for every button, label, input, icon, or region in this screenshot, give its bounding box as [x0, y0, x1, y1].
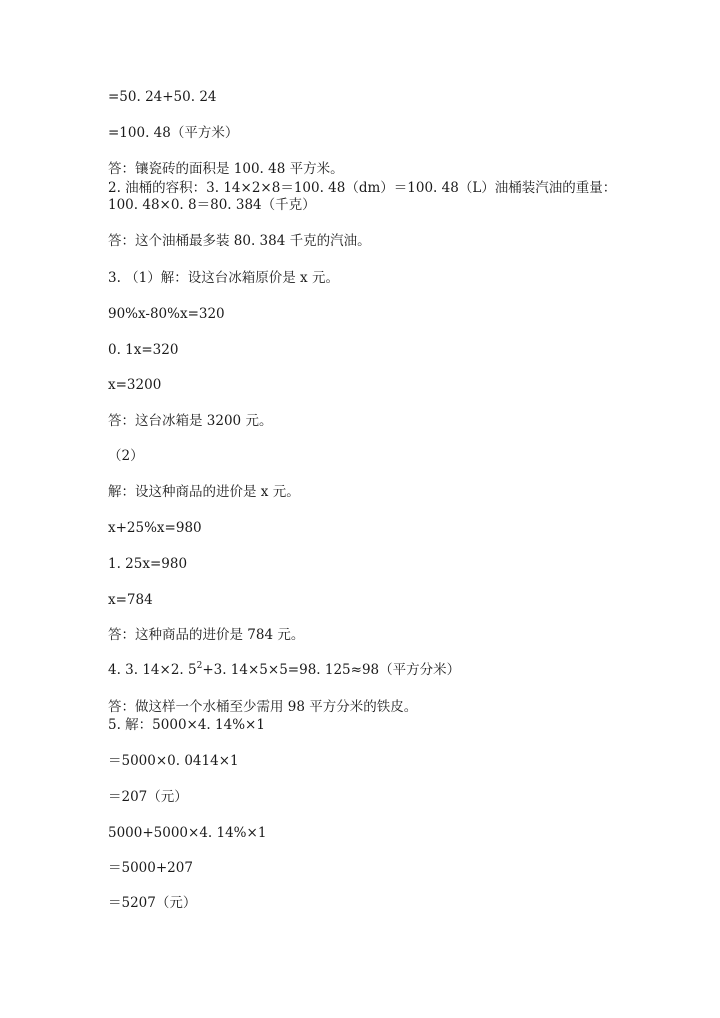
text-line: ＝5000+207	[108, 860, 193, 876]
text-line: 5000+5000×4. 14%×1	[108, 825, 267, 841]
text-line: x=3200	[108, 377, 162, 393]
text-line: ＝5207（元）	[108, 895, 197, 911]
text-line: ＝5000×0. 0414×1	[108, 753, 239, 769]
superscript: 2	[196, 660, 203, 671]
text-line: 答：这个油桶最多装 80. 384 千克的汽油。	[108, 233, 371, 249]
text-line: 答：这台冰箱是 3200 元。	[108, 413, 273, 429]
text-line: 2. 油桶的容积：3. 14×2×8＝100. 48（dm）＝100. 48（L）油桶装汽油的重量：	[108, 180, 617, 196]
text-line: 5. 解：5000×4. 14%×1	[108, 717, 265, 733]
text-line: x=784	[108, 592, 153, 608]
formula-part: +3. 14×5×5=98. 125≈98（平方分米）	[202, 662, 461, 678]
text-line	[108, 661, 630, 679]
text-line: 答：做这样一个水桶至少需用 98 平方分米的铁皮。	[108, 699, 418, 715]
formula-part: 4. 3. 14×2. 5	[108, 662, 197, 678]
text-line: 100. 48×0. 8＝80. 384（千克）	[108, 197, 316, 213]
text-line: 答：这种商品的进价是 784 元。	[108, 627, 305, 643]
text-line: =100. 48（平方米）	[108, 125, 239, 141]
text-line: （2）	[108, 448, 144, 464]
text-line: 90%x-80%x=320	[108, 306, 225, 322]
text-line: 1. 25x=980	[108, 556, 188, 572]
text-line: 3. （1）解：设这台冰箱原价是 x 元。	[108, 270, 339, 286]
text-line: ＝207（元）	[108, 789, 188, 805]
text-line: =50. 24+50. 24	[108, 89, 217, 105]
text-line: 答：镶瓷砖的面积是 100. 48 平方米。	[108, 161, 344, 177]
text-line: x+25%x=980	[108, 520, 202, 536]
text-line: 0. 1x=320	[108, 342, 179, 358]
text-line: 解：设这种商品的进价是 x 元。	[108, 484, 300, 500]
